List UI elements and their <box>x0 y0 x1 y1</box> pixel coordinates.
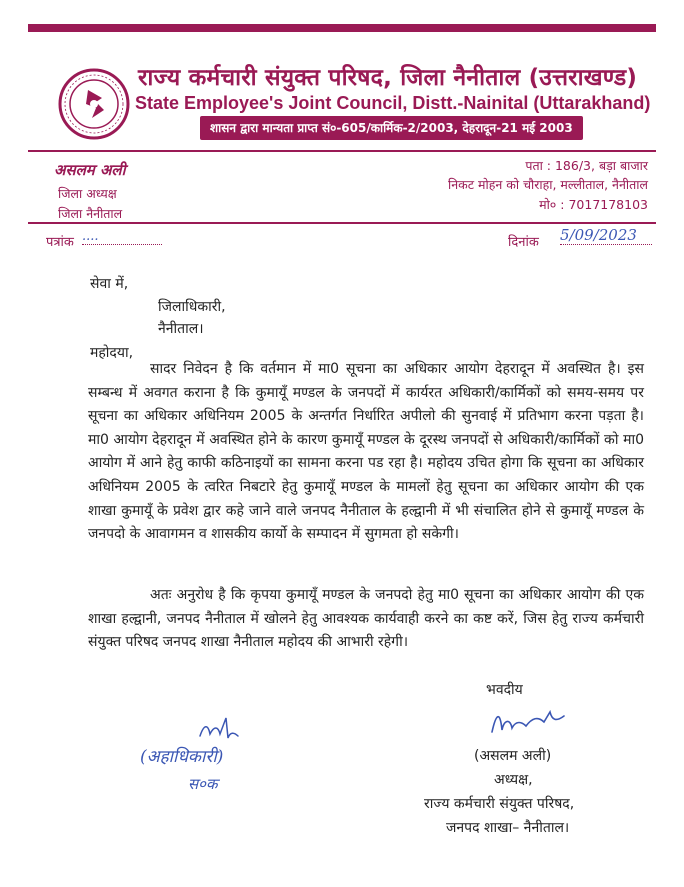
endorsement-initials <box>196 714 240 744</box>
letter-date: 5/09/2023 <box>560 226 652 245</box>
recipient-line2: नैनीताल। <box>158 321 204 337</box>
sender-name: असलम अली <box>54 161 126 179</box>
address-phone: मो० : 7017178103 <box>539 197 648 212</box>
body-paragraph-2: अतः अनुरोध है कि कृपया कुमायूँ मण्डल के जनपदो हेतु मा0 सूचना का अधिकार आयोग की एक शाखा हल्द्वानी, जनपद नैनीताल में खोलने हेतु आवश्यक कार्यवाही करने का कष्ट करें, जिस हेतु राज्य कर्मचारी संयुक्त परिषद जनपद शाखा नैनीताल महोदय की आभारी रहेगी। <box>88 587 644 651</box>
valediction: भवदीय <box>486 682 523 698</box>
date-label: दिनांक <box>508 235 539 250</box>
sender-divider <box>28 222 656 224</box>
body-paragraph-1: सादर निवेदन है कि वर्तमान में मा0 सूचना का अधिकार आयोग देहरादून में अवस्थित है। इस सम्बन्ध में अवगत कराना है कि कुमायूँ मण्डल के जनपदों में कार्यरत अधिकारी/कार्मिकों को समय-समय पर सूचना का अधिकार अधिनियम 2005 के अन्तर्गत निर्धारित अपीलो की सुनवाई में प्रतिभाग करना पड़ता है। मा0 आयोग देहरादून में अवस्थित होने के कारण कुमायूँ मण्डल के दूरस्थ जनपदों से अधिकारी/कार्मिकों को मा0 आयोग में आने हेतु काफी कठिनाइयों का सामना करना पड रहा है। महोदय उचित होगा कि सूचना का अधिकार अधिनियम 2005 के त्वरित निबटारे हेतु कुमायूँ मण्डल के मामलों हेतु सूचना का अधिकार आयोग की एक शाखा कुमायूँ के प्रवेश द्वार कहे जाने वाले जनपद नैनीताल के हल्द्वानी में भी संचालित होने से कुमायूँ मण्डल के जनपदो के आवागमन व शासकीय कार्यो के सम्पादन में सुगमता हो सकेगी। <box>88 361 644 543</box>
endorsement-note: (अहाधिकारी) <box>140 747 224 767</box>
signer-branch: जनपद शाखा– नैनीताल। <box>446 820 570 836</box>
sender-designation: जिला अध्यक्ष <box>58 186 117 201</box>
header-divider <box>28 150 656 152</box>
sender-signature <box>486 702 570 742</box>
greeting: महोदया, <box>90 345 134 361</box>
council-seal-logo <box>58 68 130 140</box>
council-title-hindi: राज्य कर्मचारी संयुक्त परिषद, जिला नैनीताल (उत्तराखण्ड) <box>138 65 638 91</box>
signer-role: अध्यक्ष, <box>494 772 533 788</box>
council-title-english: State Employee's Joint Council, Distt.-Nainital (Uttarakhand) <box>135 93 651 113</box>
address-line2: निकट मोहन को चौराहा, मल्लीताल, नैनीताल <box>447 177 648 192</box>
endorsement-note-2: स०क <box>188 775 218 793</box>
sender-district: जिला नैनीताल <box>58 206 123 221</box>
salutation-to: सेवा में, <box>90 276 129 292</box>
address-line1: पता : 186/3, बड़ा बाजार <box>525 158 648 173</box>
signer-name: (असलम अली) <box>474 748 552 764</box>
recognition-banner: शासन द्वारा मान्यता प्राप्त सं०-605/कार्मिक-2/2003, देहरादून-21 मई 2003 <box>200 116 583 140</box>
signer-organisation: राज्य कर्मचारी संयुक्त परिषद, <box>424 796 575 812</box>
reference-label: पत्रांक <box>46 235 74 250</box>
recipient-line1: जिलाधिकारी, <box>158 299 226 315</box>
header-top-bar <box>28 24 656 32</box>
reference-number: .... <box>82 229 162 245</box>
